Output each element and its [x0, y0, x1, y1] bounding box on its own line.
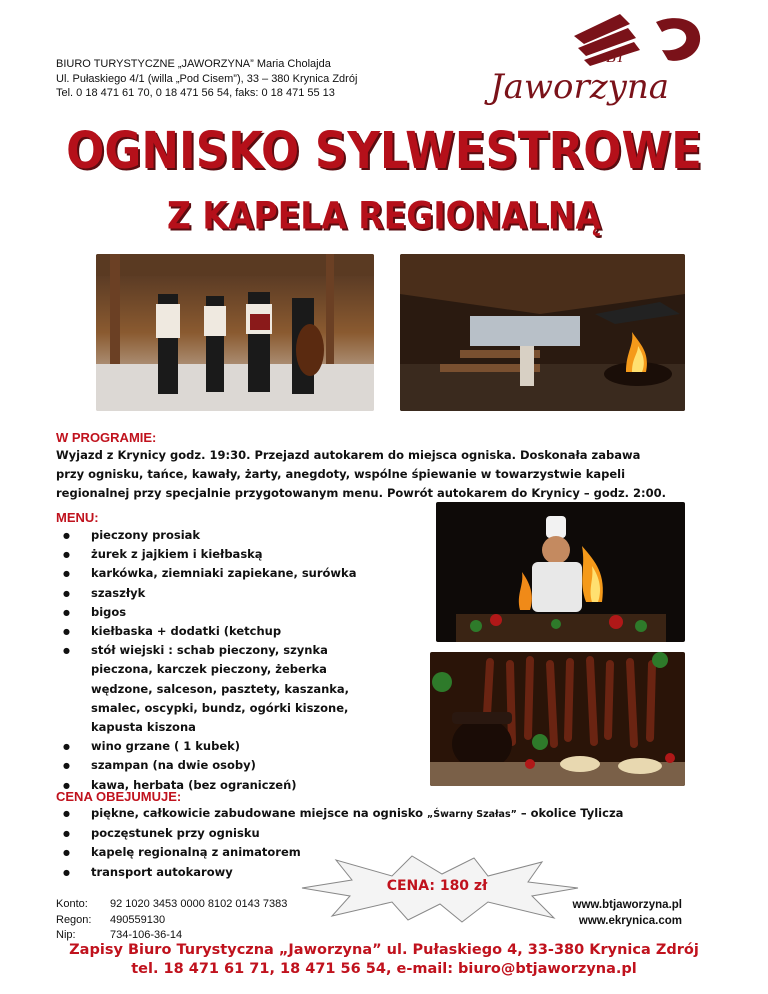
- menu-list: [56, 526, 386, 795]
- includes-item: ● poczęstunek przy ognisku: [56, 824, 756, 843]
- agency-header: [56, 57, 357, 101]
- nip-value: 734-106-36-14: [110, 929, 183, 941]
- svg-text:Jaworzyna: Jaworzyna: [490, 67, 670, 107]
- band-photo: [96, 254, 374, 411]
- includes-item: ● transport autokarowy: [56, 863, 756, 882]
- header-line-2: Ul. Pułaskiego 4/1 (willa „Pod Cisem”), 33 – 380 Krynica Zdrój: [56, 72, 358, 85]
- menu-item: ● karkówka, ziemniaki zapiekane, surówka: [56, 564, 386, 583]
- header-line-1: BIURO TURYSTYCZNE „JAWORZYNA” Maria Cholajda: [56, 58, 331, 70]
- website-link[interactable]: www.ekrynica.com: [578, 915, 682, 927]
- konto-value: 92 1020 3453 0000 8102 0143 7383: [110, 898, 288, 910]
- venue-name: „Śwarny Szałas”: [427, 809, 517, 820]
- program-line: regionalnej przy specjalnie przygotowanym menu. Powrót autokarem do Krynicy – godz. 2:00.: [56, 486, 666, 500]
- menu-item: ● kiełbaska + dodatki (ketchup: [56, 622, 386, 641]
- sausage-table-photo: [430, 652, 685, 786]
- regon-value: 490559130: [110, 913, 166, 926]
- bt-jaworzyna-logo: [478, 10, 714, 110]
- event-title: OGNISKO SYLWESTROWE: [66, 120, 702, 181]
- menu-item: ● pieczony prosiak: [56, 526, 386, 545]
- regon-label: Regon:: [56, 913, 92, 926]
- footer-contact: tel. 18 471 61 71, 18 471 56 54, e-mail: biuro@btjaworzyna.pl: [131, 961, 637, 977]
- header-line-3: Tel. 0 18 471 61 70, 0 18 471 56 54, faks: 0 18 471 55 13: [56, 87, 335, 99]
- menu-item: ● kawa, herbata (bez ograniczeń): [56, 776, 386, 795]
- konto-label: Konto:: [56, 898, 88, 910]
- includes-item: ● kapelę regionalną z animatorem: [56, 843, 756, 862]
- nip-label: Nip:: [56, 929, 76, 941]
- price-includes-heading: CENA OBEJUMUJE:: [56, 789, 182, 804]
- program-line: Wyjazd z Krynicy godz. 19:30. Przejazd autokarem do miejsca ogniska. Doskonała zabawa: [56, 448, 641, 462]
- chef-flambe-photo: [436, 502, 685, 642]
- menu-item: ● wino grzane ( 1 kubek): [56, 737, 386, 756]
- menu-item: ● stół wiejski : schab pieczony, szynka pieczona, karczek pieczony, żeberka wędzone, salceson, pasztety, kaszanka, smalec, oscypki, bundz, ogórki kiszone, kapusta kiszona: [56, 641, 386, 737]
- menu-item: ● szampan (na dwie osoby): [56, 756, 386, 775]
- includes-item: [56, 804, 756, 824]
- websites: [520, 897, 682, 929]
- bank-details: [56, 897, 287, 944]
- svg-text:BT: BT: [606, 49, 625, 66]
- includes-item-text: piękne, całkowicie zabudowane miejsce na ognisko: [91, 806, 428, 820]
- website-link[interactable]: www.btjaworzyna.pl: [572, 899, 682, 911]
- footer-address: Zapisy Biuro Turystyczna „Jaworzyna” ul. Pułaskiego 4, 33-380 Krynica Zdrój: [69, 942, 699, 958]
- price-label: CENA: 180 zł: [386, 878, 488, 894]
- menu-heading: MENU:: [56, 510, 99, 525]
- menu-item: ● bigos: [56, 603, 386, 622]
- program-line: przy ognisku, tańce, kawały, żarty, anegdoty, wspólne śpiewanie w towarzystwie kapeli: [56, 467, 626, 481]
- includes-item-tail: – okolice Tylicza: [516, 806, 624, 820]
- program-heading: W PROGRAMIE:: [56, 430, 157, 445]
- program-description: [56, 446, 716, 503]
- menu-item: ● żurek z jajkiem i kiełbaską: [56, 545, 386, 564]
- menu-item: ● szaszłyk: [56, 584, 386, 603]
- shelter-fire-photo: [400, 254, 685, 411]
- event-subtitle: Z KAPELA REGIONALNĄ: [166, 193, 602, 238]
